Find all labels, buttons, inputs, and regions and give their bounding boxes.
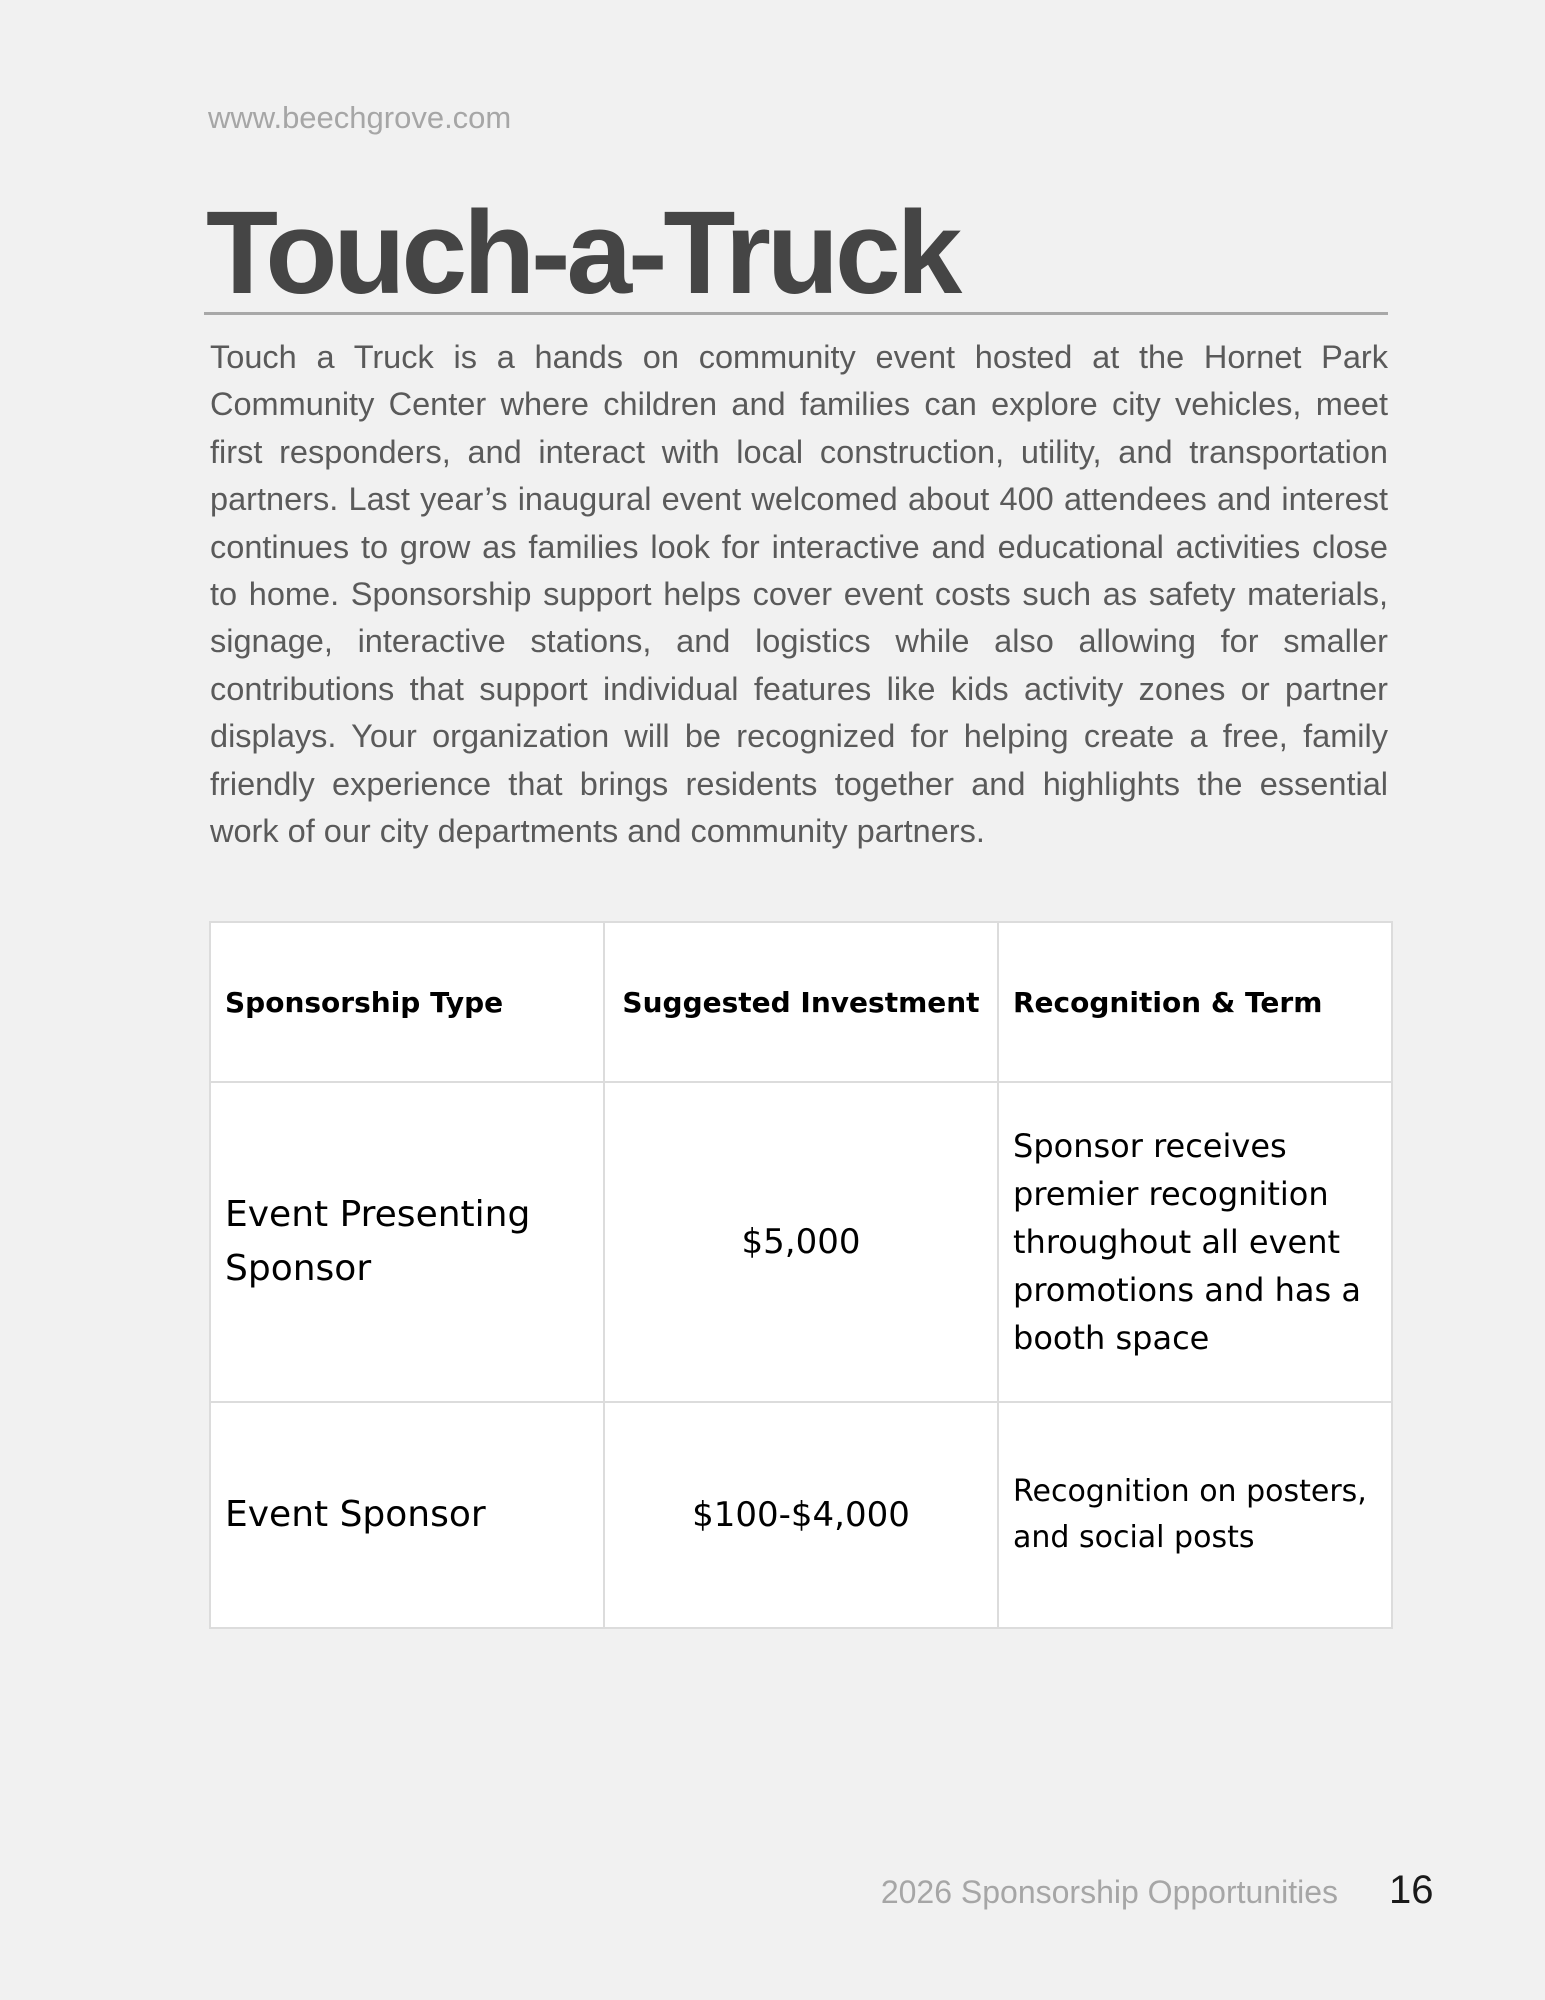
header-sponsorship-type: Sponsorship Type (210, 922, 604, 1082)
investment-cell: $5,000 (604, 1082, 998, 1402)
footer-label: 2026 Sponsorship Opportunities (880, 1874, 1338, 1910)
recognition-cell: Recognition on posters, and social posts (998, 1402, 1392, 1628)
page-number: 16 (1389, 1868, 1434, 1912)
sponsorship-type-cell: Event Sponsor (210, 1402, 604, 1628)
event-description: Touch a Truck is a hands on community event hosted at the Hornet Park Community Center where children and families can explore city vehicles, meet first responders, and interact with local construction, utility, and transportation partners. Last year’s inaugural event welcomed about 400 attendees and interest continues to grow as families look for interactive and educational activities close to home. Sponsorship support helps cover event costs such as safety materials, signage, interactive stations, and logistics while also allowing for smaller contributions that support individual features like kids activity zones or partner displays. Your organization will be recognized for helping create a free, family friendly experience that brings residents together and highlights the essential work of our city departments and community partners. (210, 339, 1388, 850)
sponsorship-type-cell: Event Presenting Sponsor (210, 1082, 604, 1402)
site-url: www.beechgrove.com (208, 100, 512, 135)
header-recognition-term: Recognition & Term (998, 922, 1392, 1082)
title-divider (204, 312, 1388, 315)
sponsorship-table (209, 921, 1393, 1629)
table-header-row (210, 922, 1392, 1082)
recognition-cell: Sponsor receives premier recognition throughout all event promotions and has a booth space (998, 1082, 1392, 1402)
table-row (210, 1082, 1392, 1402)
investment-cell: $100-$4,000 (604, 1402, 998, 1628)
page-title: Touch-a-Truck (206, 187, 959, 319)
header-suggested-investment: Suggested Investment (604, 922, 998, 1082)
table-row (210, 1402, 1392, 1628)
